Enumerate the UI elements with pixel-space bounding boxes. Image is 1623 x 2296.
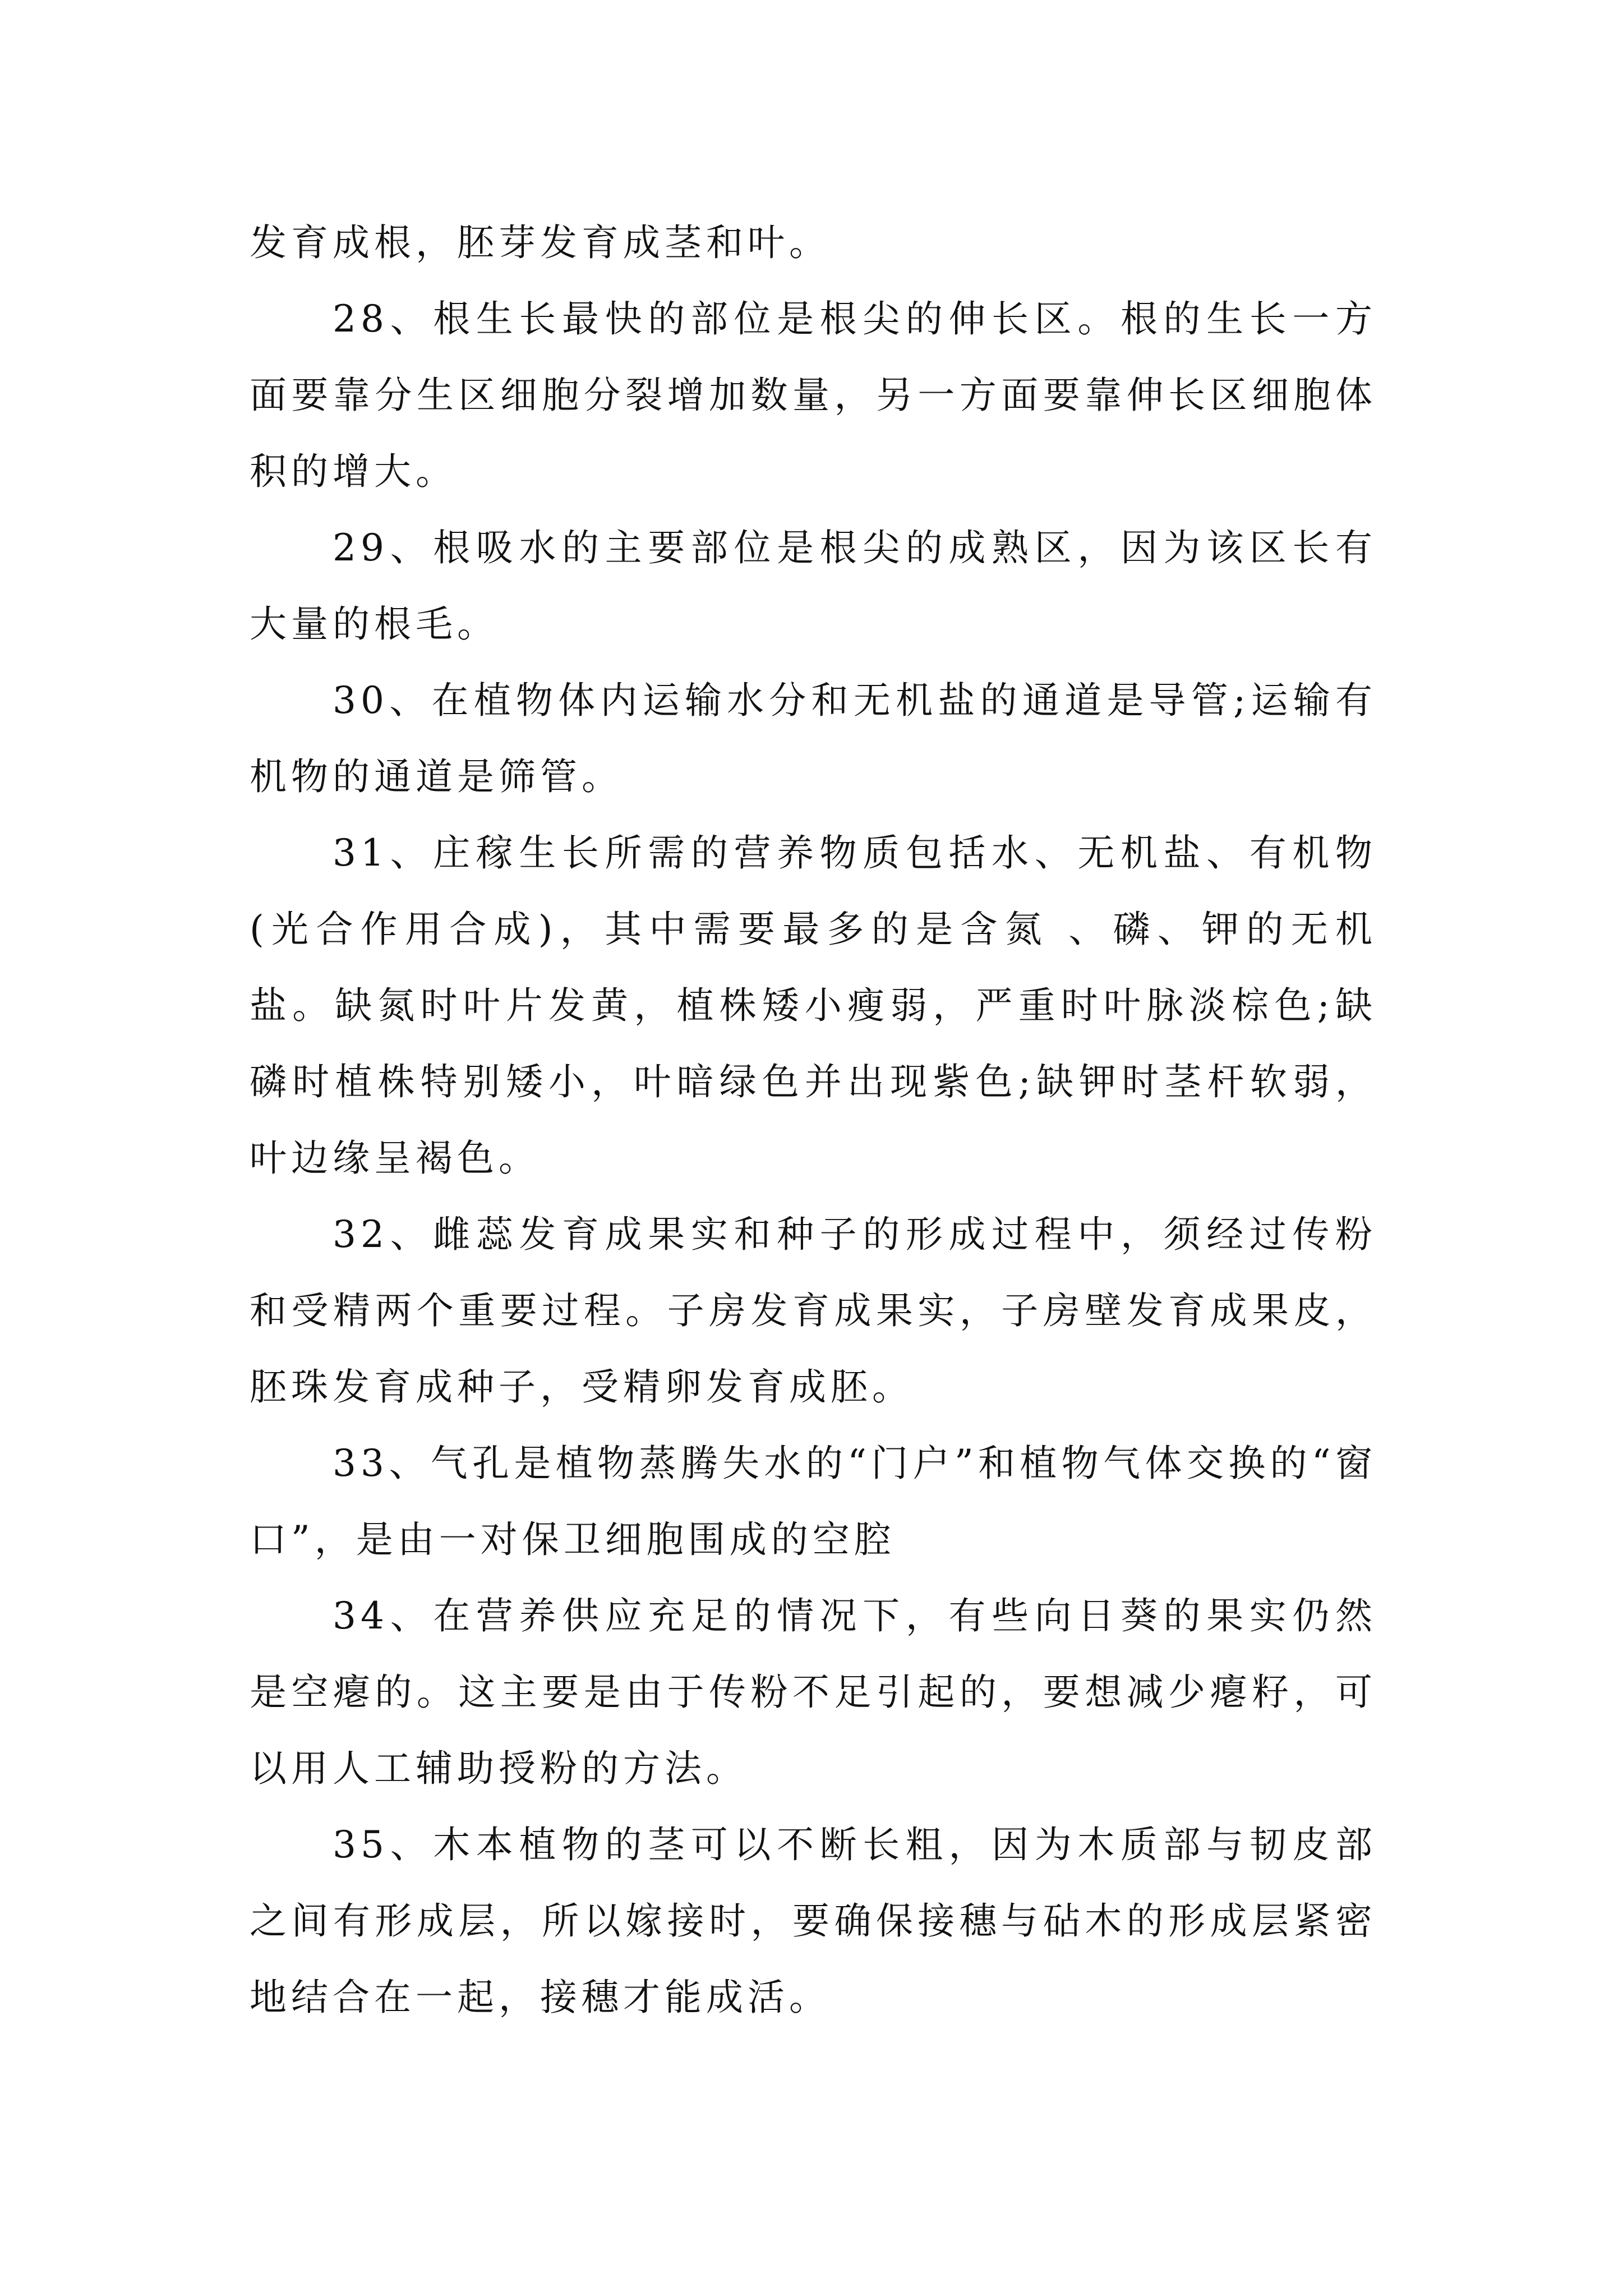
paragraph-28: 28、根生长最快的部位是根尖的伸长区。根的生长一方面要靠分生区细胞分裂增加数量，另一方面要靠伸长区细胞体积的增大。 <box>250 297 1377 493</box>
paragraph-32: 32、雌蕊发育成果实和种子的形成过程中，须经过传粉和受精两个重要过程。子房发育成果实，子房壁发育成果皮，胚珠发育成种子，受精卵发育成胚。 <box>250 1213 1377 1409</box>
paragraph-34: 34、在营养供应充足的情况下，有些向日葵的果实仍然是空瘪的。这主要是由于传粉不足引起的，要想减少瘪籽，可以用人工辅助授粉的方法。 <box>250 1594 1377 1790</box>
paragraph-27-continuation: 发育成根，胚芽发育成茎和叶。 <box>250 221 831 264</box>
paragraph-35: 35、木本植物的茎可以不断长粗，因为木质部与韧皮部之间有形成层，所以嫁接时，要确保接穗与砧木的形成层紧密地结合在一起，接穗才能成活。 <box>250 1823 1377 2019</box>
paragraph-33: 33、气孔是植物蒸腾失水的“门户”和植物气体交换的“窗口”，是由一对保卫细胞围成的空腔 <box>250 1442 1377 1561</box>
paragraph-29: 29、根吸水的主要部位是根尖的成熟区，因为该区长有大量的根毛。 <box>250 526 1377 646</box>
document-body <box>250 205 1377 2036</box>
paragraph-30: 30、在植物体内运输水分和无机盐的通道是导管;运输有机物的通道是筛管。 <box>250 679 1377 798</box>
paragraph-31: 31、庄稼生长所需的营养物质包括水、无机盐、有机物(光合作用合成)，其中需要最多的是含氮 、磷、钾的无机盐。缺氮时叶片发黄，植株矮小瘦弱，严重时叶脉淡棕色;缺磷时植株特别矮小，叶暗绿色并出现紫色;缺钾时茎杆软弱，叶边缘呈褐色。 <box>250 831 1377 1180</box>
